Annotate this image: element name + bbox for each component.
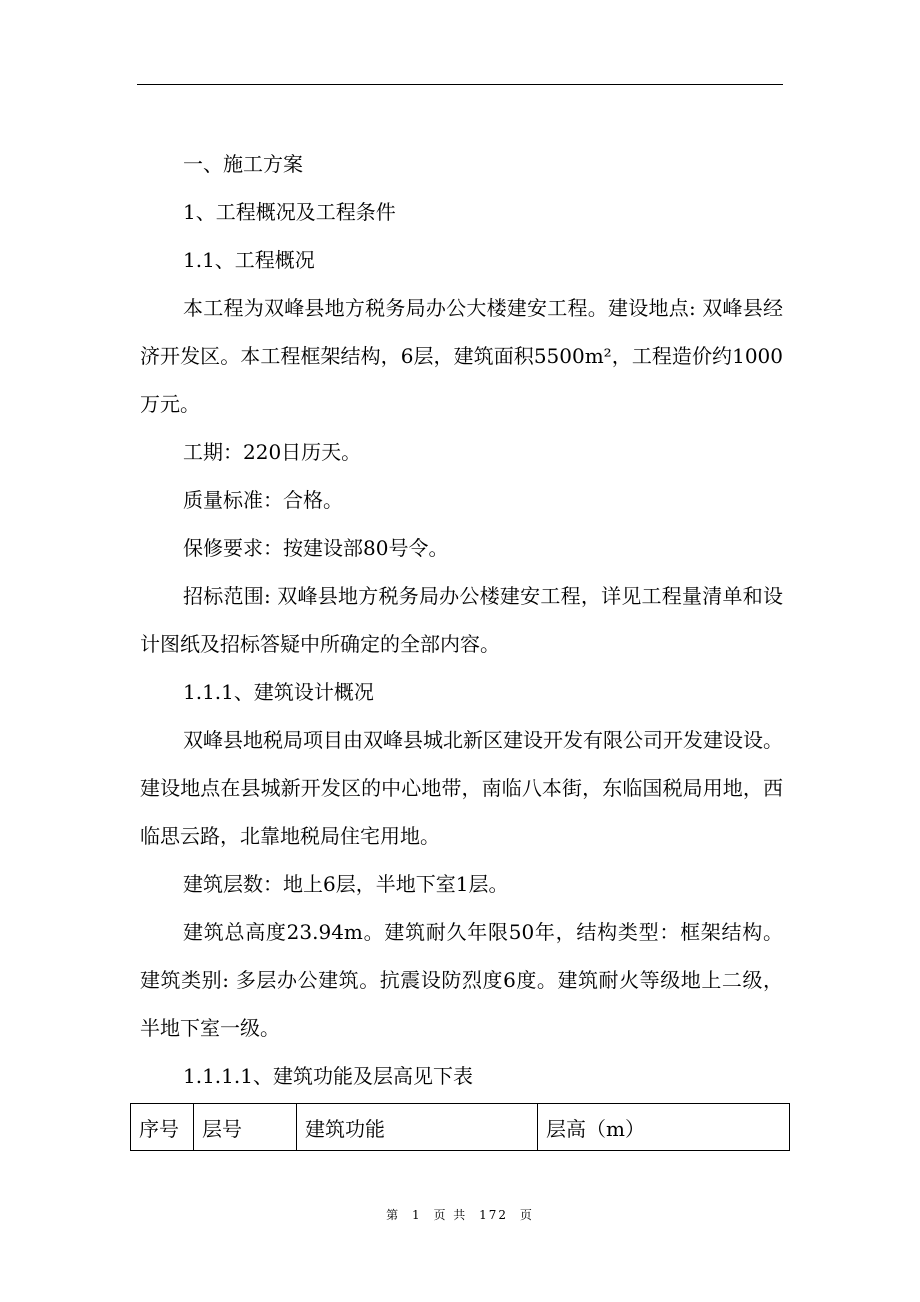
heading-architecture-overview: 1.1.1、建筑设计概况 [183,680,374,704]
paragraph-project: 双峰县地税局项目由双峰县城北新区建设开发有限公司开发建设设。建设地点在县城新开发区的中心地带，南临八本街，东临国税局用地，西临思云路，北靠地税局住宅用地。 [140,728,783,848]
footer-prefix: 第 [386,1208,401,1222]
floor-table [130,1103,790,1151]
footer-page-number: 1 [411,1208,422,1222]
heading-project-conditions: 1、工程概况及工程条件 [183,200,396,224]
footer-total-pages: 172 [479,1208,509,1222]
heading-function-table: 1.1.1.1、建筑功能及层高见下表 [183,1064,473,1088]
paragraph-scope: 招标范围: 双峰县地方税务局办公楼建安工程，详见工程量清单和设计图纸及招标答疑中所确定的全部内容。 [140,584,783,656]
col-height: 层高（m） [538,1104,790,1151]
col-floor: 层号 [194,1104,297,1151]
document-body [140,140,783,1100]
heading-construction-plan: 一、施工方案 [183,152,303,176]
col-function: 建筑功能 [297,1104,538,1151]
footer-suffix: 页 [519,1208,534,1222]
paragraph-height: 建筑总高度23.94m。建筑耐久年限50年，结构类型：框架结构。建筑类别: 多层办公建筑。抗震设防烈度6度。建筑耐火等级地上二级，半地下室一级。 [140,920,783,1040]
paragraph-period: 工期：220日历天。 [183,440,362,464]
paragraph-quality: 质量标准：合格。 [183,488,343,512]
header-rule [137,84,783,85]
page-footer [0,1206,920,1223]
col-index: 序号 [131,1104,194,1151]
paragraph-warranty: 保修要求：按建设部80号令。 [183,536,449,560]
paragraph-overview: 本工程为双峰县地方税务局办公大楼建安工程。建设地点: 双峰县经济开发区。本工程框架结构，6层，建筑面积5500m²，工程造价约1000万元。 [140,296,783,416]
heading-project-overview: 1.1、工程概况 [183,248,315,272]
footer-mid: 页 共 [433,1208,468,1222]
paragraph-floors: 建筑层数：地上6层，半地下室1层。 [183,872,509,896]
table-header-row [131,1104,790,1151]
